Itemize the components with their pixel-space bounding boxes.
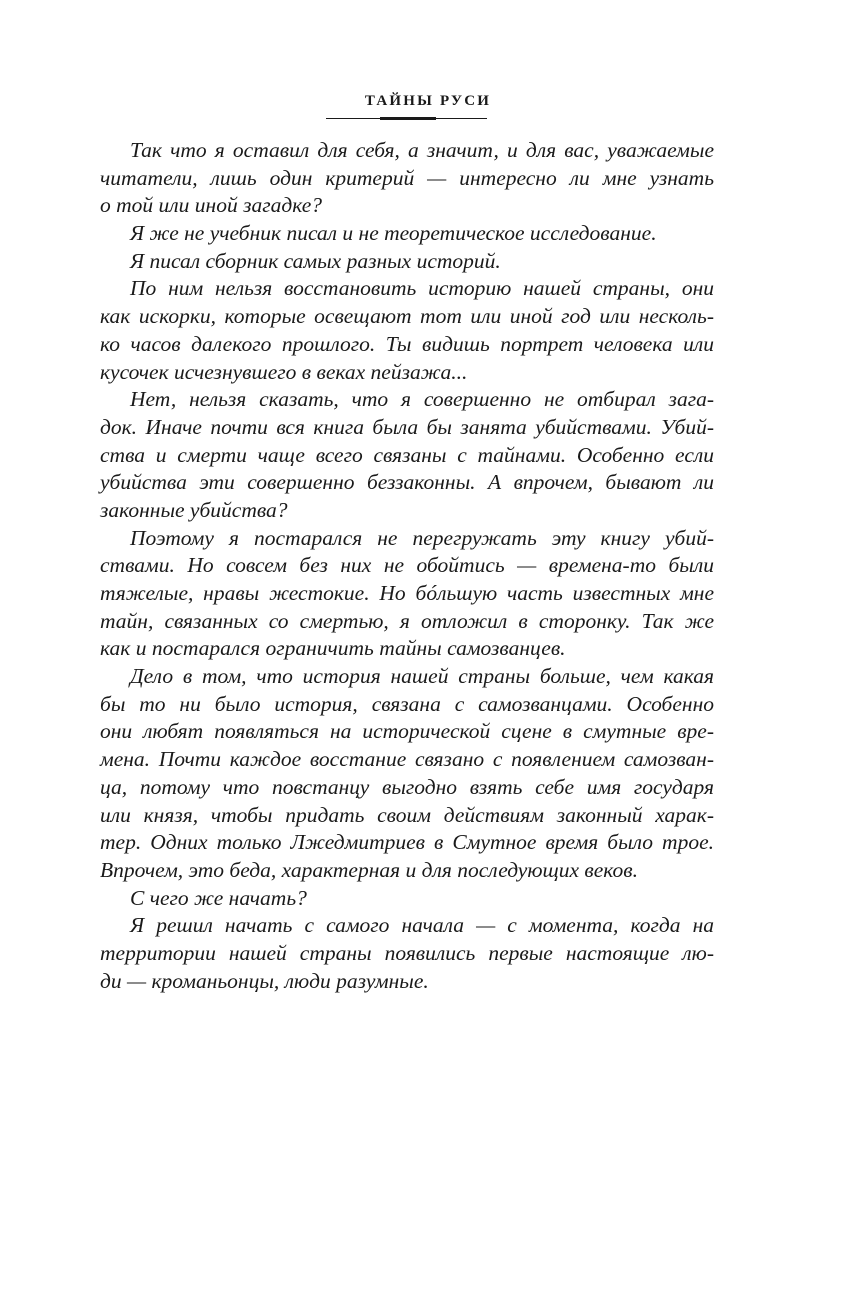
running-head (0, 90, 856, 110)
paragraph (100, 248, 714, 276)
text-line: читатели, лишь один критерий — интересно ли мне узнать (100, 165, 714, 190)
running-head-rule-accent (380, 117, 436, 121)
text-line: ца, потому что повстанцу выгодно взять себе имя государя (100, 774, 714, 799)
text-line: тайн, связанных со смертью, я отложил в сторонку. Так же (100, 608, 714, 633)
text-line: о той или иной загадке? (100, 193, 323, 218)
paragraph (100, 663, 714, 885)
text-line: С чего же начать? (130, 885, 307, 910)
text-line: кусочек исчезнувшего в веках пейзажа... (100, 359, 468, 384)
text-line: ди — кроманьонцы, люди разумные. (100, 968, 429, 993)
paragraph (100, 912, 714, 995)
text-line: Я же не учебник писал и не теоретическое исследование. (130, 221, 657, 246)
text-line: территории нашей страны появились первые настоящие лю- (100, 940, 714, 965)
running-head-title: ТАЙНЫ РУСИ (364, 93, 492, 109)
paragraph (100, 275, 714, 386)
text-line: ства и смерти чаще всего связаны с тайнами. Особенно если (100, 442, 714, 467)
paragraph (100, 525, 714, 663)
text-line: бы то ни было история, связана с самозванцами. Особенно (100, 691, 714, 716)
text-line: как искорки, которые освещают тот или иной год или несколь- (100, 304, 714, 329)
text-line: По ним нельзя восстановить историю нашей страны, они (130, 276, 714, 301)
text-line: мена. Почти каждое восстание связано с появлением самозван- (100, 747, 714, 772)
text-line: тяжелые, нравы жестокие. Но бóльшую часть известных мне (100, 581, 714, 605)
text-line: тер. Одних только Лжедмитриев в Смутное время было трое. (100, 830, 714, 855)
text-line: ко часов далекого прошлого. Ты видишь портрет человека или (100, 331, 714, 356)
text-line: или князя, чтобы придать своим действиям законный харак- (100, 802, 714, 827)
text-line: Впрочем, это беда, характерная и для последующих веков. (100, 857, 638, 882)
paragraph (100, 386, 714, 524)
text-line: Нет, нельзя сказать, что я совершенно не отбирал зага- (130, 387, 714, 412)
paragraph (100, 137, 714, 220)
text-line: Я решил начать с самого начала — с момента, когда на (130, 913, 714, 938)
body-text (100, 137, 714, 995)
text-line: док. Иначе почти вся книга была бы занята убийствами. Убий- (100, 414, 714, 439)
text-line: Поэтому я постарался не перегружать эту книгу убий- (130, 525, 714, 550)
text-line: Дело в том, что история нашей страны больше, чем какая (130, 664, 714, 689)
text-line: как и постарался ограничить тайны самозванцев. (100, 636, 566, 661)
text-line: Я писал сборник самых разных историй. (130, 248, 501, 273)
text-line: убийства эти совершенно беззаконны. А впрочем, бывают ли (100, 470, 714, 495)
text-line: ствами. Но совсем без них не обойтись — времена-то были (100, 553, 714, 578)
paragraph (100, 885, 714, 913)
paragraph (100, 220, 714, 248)
text-line: законные убийства? (100, 497, 288, 522)
text-line: они любят появляться на исторической сцене в смутные вре- (100, 719, 714, 744)
text-line: Так что я оставил для себя, а значит, и для вас, уважаемые (130, 138, 714, 162)
